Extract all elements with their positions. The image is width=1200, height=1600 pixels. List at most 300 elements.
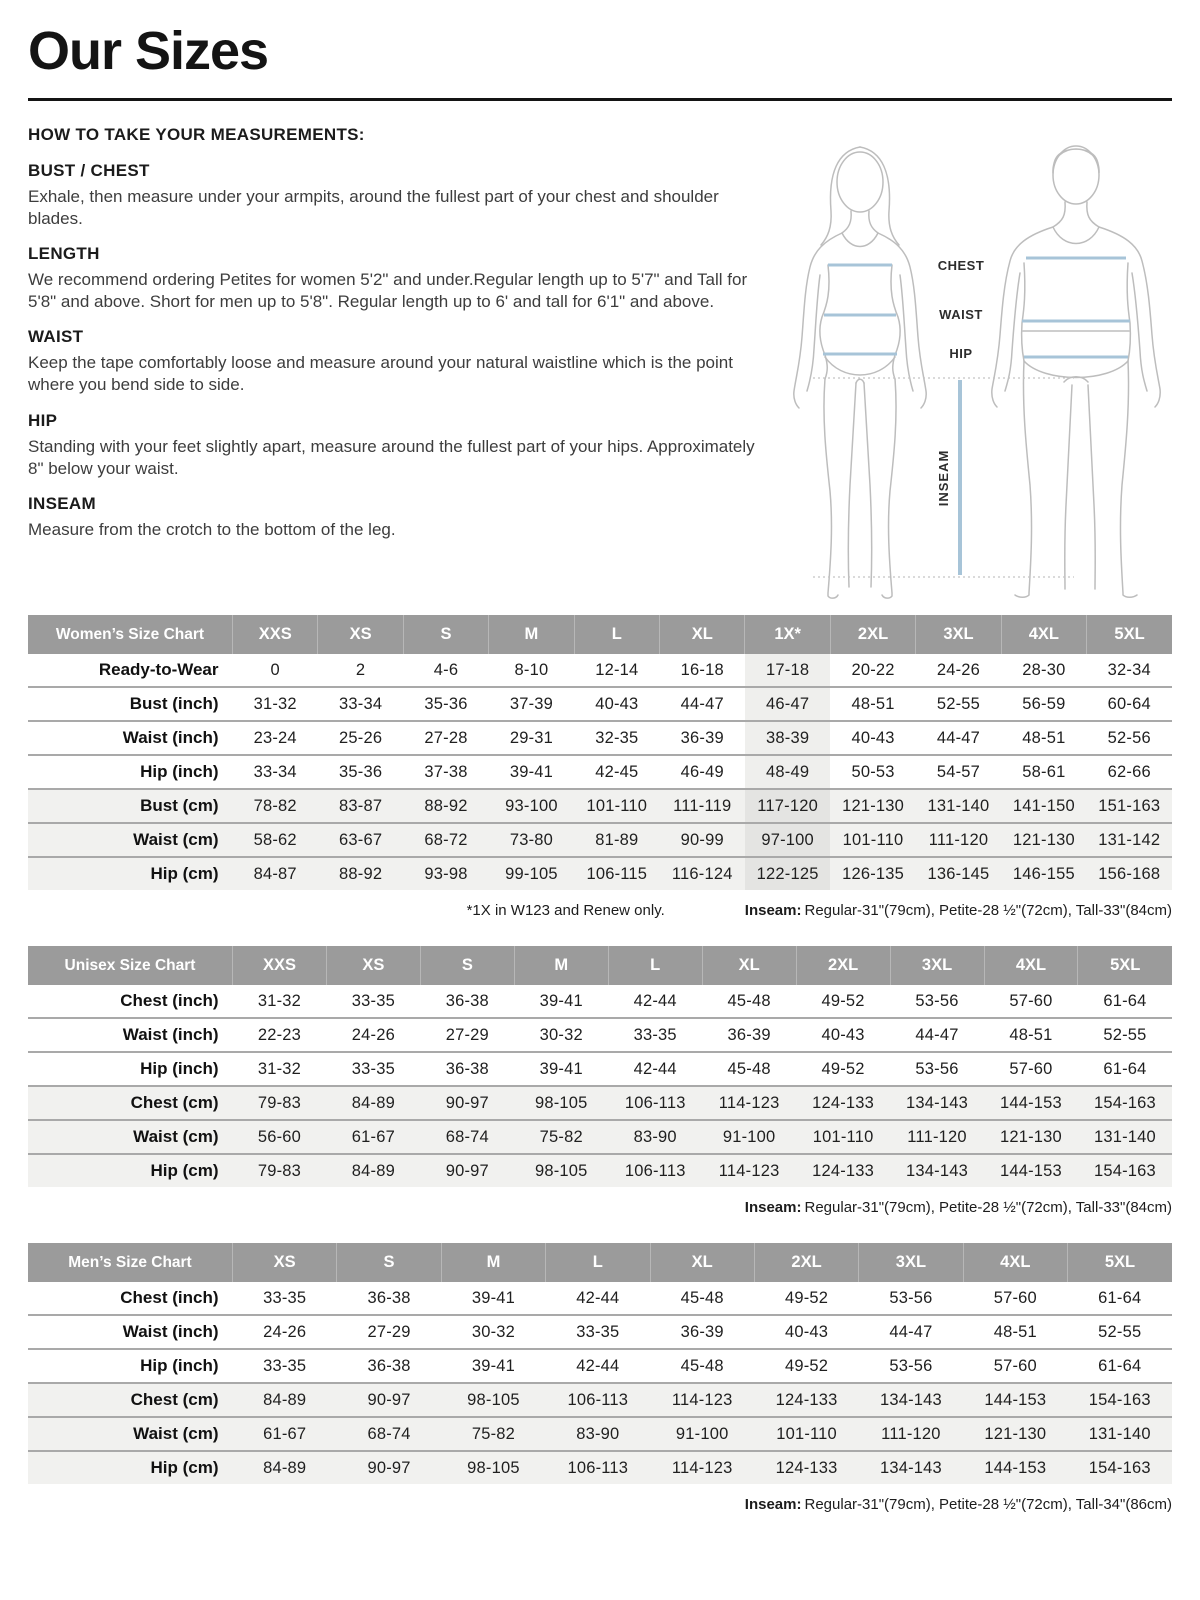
row-label: Chest (inch) [120, 1288, 219, 1307]
size-cell: 134-143 [906, 1093, 969, 1112]
size-cell: 48-51 [993, 1322, 1037, 1341]
size-cell: 39-41 [509, 762, 554, 781]
size-cell: 22-23 [257, 1025, 302, 1044]
size-cell: 0 [270, 660, 280, 679]
size-cell: 42-44 [633, 1059, 677, 1078]
size-cell: 106-113 [567, 1390, 629, 1409]
size-cell: 121-130 [984, 1424, 1047, 1443]
measurement-section [28, 494, 768, 541]
row-label: Waist (cm) [133, 830, 219, 849]
size-cell: 141-150 [1012, 796, 1075, 815]
size-cell: 144-153 [999, 1093, 1062, 1112]
size-cell: 106-113 [624, 1161, 686, 1180]
size-cell: 33-35 [351, 991, 395, 1010]
row-label: Chest (cm) [130, 1390, 219, 1409]
size-cell: 84-89 [351, 1161, 395, 1180]
section-title: INSEAM [28, 493, 96, 513]
size-column-header: 4XL [963, 1243, 1067, 1282]
size-cell: 33-35 [576, 1322, 620, 1341]
size-cell: 84-89 [351, 1093, 395, 1112]
row-label: Hip (inch) [140, 1059, 219, 1078]
size-cell: 98-105 [467, 1458, 520, 1477]
section-body: We recommend ordering Petites for women 5'2" and under.Regular length up to 5'7" and Tall for 5'8" and above. Short for men up to 5'8". Regular length up to 6' and tall for 6'1" and above. [28, 270, 748, 312]
male-silhouette [992, 146, 1160, 597]
size-cell: 35-36 [424, 694, 468, 713]
size-cell: 35-36 [339, 762, 383, 781]
table-title: Men’s Size Chart [28, 1243, 233, 1282]
size-cell: 52-56 [1107, 728, 1151, 747]
size-cell: 114-123 [671, 1458, 733, 1477]
row-label: Ready-to-Wear [98, 660, 219, 679]
table-row [28, 721, 1172, 755]
size-column-header: 5XL [1087, 615, 1172, 654]
size-cell: 52-55 [936, 694, 981, 713]
size-cell: 83-87 [339, 796, 383, 815]
section-title: LENGTH [28, 244, 100, 264]
table-row [28, 1154, 1172, 1187]
size-cell: 23-24 [253, 728, 297, 747]
unisex-size-chart-section [28, 946, 1172, 1221]
size-cell: 40-43 [784, 1322, 829, 1341]
inseam-note [745, 1199, 1172, 1216]
size-column-header: S [337, 1243, 441, 1282]
size-column-header: L [546, 1243, 650, 1282]
size-cell: 33-35 [263, 1288, 307, 1307]
size-cell: 52-55 [1098, 1322, 1142, 1341]
row-label: Waist (inch) [122, 1025, 219, 1044]
size-cell: 53-56 [889, 1356, 933, 1375]
body-measurement-illustration [768, 125, 1172, 603]
size-cell: 101-110 [586, 796, 648, 815]
row-label: Hip (cm) [150, 1458, 219, 1477]
size-cell: 131-142 [1098, 830, 1161, 849]
size-cell: 57-60 [993, 1356, 1037, 1375]
size-cell: 97-100 [745, 823, 830, 857]
size-cell: 154-163 [1093, 1161, 1156, 1180]
size-cell: 42-44 [576, 1288, 620, 1307]
female-silhouette [794, 147, 926, 598]
size-cell: 56-59 [1022, 694, 1066, 713]
size-cell: 24-26 [936, 660, 981, 679]
size-cell: 124-133 [775, 1458, 838, 1477]
size-cell: 2 [355, 660, 366, 679]
size-cell: 79-83 [257, 1161, 302, 1180]
size-cell: 68-72 [424, 830, 468, 849]
size-cell: 121-130 [1012, 830, 1075, 849]
mens-size-chart-section [28, 1243, 1172, 1518]
size-cell: 48-51 [1009, 1025, 1053, 1044]
size-cell: 91-100 [675, 1424, 729, 1443]
size-cell: 56-60 [257, 1127, 302, 1146]
size-cell: 46-49 [680, 762, 724, 781]
size-cell: 24-26 [263, 1322, 307, 1341]
size-cell: 36-39 [680, 728, 724, 747]
size-cell: 16-18 [680, 660, 724, 679]
size-column-header: 5XL [1068, 1243, 1173, 1282]
section-title: WAIST [28, 327, 84, 347]
size-cell: 124-133 [812, 1161, 875, 1180]
section-body: Standing with your feet slightly apart, measure around the fullest part of your hips. Approximately 8" below your waist. [28, 436, 755, 478]
size-cell: 33-35 [351, 1059, 395, 1078]
size-cell: 88-92 [339, 864, 383, 883]
chest-label: CHEST [937, 258, 985, 273]
size-cell: 4-6 [433, 660, 459, 679]
row-label: Hip (inch) [140, 1356, 219, 1375]
size-cell: 33-35 [633, 1025, 677, 1044]
size-cell: 31-32 [257, 1059, 302, 1078]
table-row [28, 1383, 1172, 1417]
size-cell: 53-56 [915, 991, 959, 1010]
size-column-header: XXS [233, 946, 327, 985]
size-cell: 58-62 [253, 830, 297, 849]
table-title: Women’s Size Chart [28, 615, 233, 654]
size-cell: 20-22 [851, 660, 895, 679]
size-cell: 39-41 [471, 1356, 516, 1375]
size-cell: 36-38 [445, 1059, 489, 1078]
inseam-note-text: Regular-31"(79cm), Petite-28 ½"(72cm), Tall-33"(84cm) [804, 1199, 1172, 1216]
section-title: BUST / CHEST [28, 161, 150, 180]
size-cell: 88-92 [424, 796, 468, 815]
size-cell: 12-14 [595, 660, 639, 679]
size-cell: 17-18 [745, 654, 830, 687]
size-cell: 27-29 [367, 1322, 411, 1341]
mens-table-footnotes [28, 1496, 1172, 1518]
size-cell: 154-163 [1088, 1390, 1151, 1409]
size-cell: 90-97 [445, 1161, 489, 1180]
section-body: Measure from the crotch to the bottom of the leg. [28, 519, 396, 539]
size-cell: 134-143 [906, 1161, 969, 1180]
size-cell: 36-39 [727, 1025, 771, 1044]
inseam-note [745, 902, 1172, 919]
size-column-header: M [441, 1243, 545, 1282]
inseam-note-text: Regular-31"(79cm), Petite-28 ½"(72cm), Tall-33"(84cm) [804, 902, 1172, 919]
size-column-header: M [514, 946, 608, 985]
size-cell: 101-110 [776, 1424, 837, 1443]
size-column-header: 1X* [745, 615, 830, 654]
size-cell: 32-34 [1107, 660, 1151, 679]
waist-label: WAIST [939, 307, 983, 322]
womens-size-chart-section [28, 615, 1172, 924]
size-cell: 68-74 [367, 1424, 411, 1443]
size-cell: 122-125 [745, 857, 830, 890]
table-row [28, 789, 1172, 823]
page-title: Our Sizes [28, 21, 269, 81]
size-cell: 61-64 [1098, 1288, 1142, 1307]
size-column-header: S [403, 615, 488, 654]
size-cell: 131-140 [927, 796, 990, 815]
size-cell: 37-39 [509, 694, 554, 713]
size-cell: 114-123 [671, 1390, 733, 1409]
size-cell: 33-34 [253, 762, 297, 781]
size-cell: 144-153 [984, 1458, 1047, 1477]
size-cell: 36-38 [367, 1288, 411, 1307]
size-cell: 154-163 [1093, 1093, 1156, 1112]
size-column-header: 3XL [890, 946, 984, 985]
table-row [28, 857, 1172, 890]
size-cell: 114-123 [718, 1093, 780, 1112]
section-body: Exhale, then measure under your armpits, around the fullest part of your chest and shoulder blades. [28, 187, 719, 229]
size-cell: 111-120 [907, 1127, 967, 1146]
inseam-note-label: Inseam: [744, 1199, 802, 1216]
size-column-header: XS [233, 1243, 337, 1282]
size-cell: 101-110 [842, 830, 904, 849]
size-column-header: XS [318, 615, 403, 654]
instructions-heading: HOW TO TAKE YOUR MEASUREMENTS: [28, 125, 365, 144]
size-cell: 39-41 [539, 991, 583, 1010]
size-column-header: XL [702, 946, 796, 985]
size-cell: 53-56 [889, 1288, 933, 1307]
row-label: Bust (cm) [140, 796, 219, 815]
table-row [28, 1052, 1172, 1086]
size-cell: 60-64 [1107, 694, 1151, 713]
size-cell: 83-90 [633, 1127, 677, 1146]
size-cell: 36-38 [367, 1356, 411, 1375]
size-cell: 73-80 [509, 830, 554, 849]
size-cell: 8-10 [514, 660, 549, 679]
size-cell: 124-133 [775, 1390, 838, 1409]
size-column-header: 4XL [1001, 615, 1086, 654]
size-cell: 62-66 [1107, 762, 1151, 781]
size-column-header: 2XL [754, 1243, 858, 1282]
size-cell: 84-87 [253, 864, 297, 883]
unisex-table-footnotes [28, 1199, 1172, 1221]
measurement-sections [28, 161, 768, 541]
size-cell: 58-61 [1022, 762, 1066, 781]
size-cell: 53-56 [915, 1059, 959, 1078]
table-row [28, 1349, 1172, 1383]
table-row [28, 1018, 1172, 1052]
size-column-header: XS [326, 946, 420, 985]
size-cell: 78-82 [253, 796, 297, 815]
size-cell: 98-105 [467, 1390, 520, 1409]
size-cell: 93-100 [505, 796, 558, 815]
size-cell: 131-140 [1088, 1424, 1151, 1443]
size-cell: 36-38 [445, 991, 489, 1010]
size-cell: 49-52 [784, 1356, 829, 1375]
size-column-header: L [574, 615, 659, 654]
table-row [28, 1417, 1172, 1451]
size-cell: 32-35 [595, 728, 639, 747]
size-cell: 98-105 [534, 1161, 588, 1180]
table-row [28, 654, 1172, 687]
womens-size-chart-table [28, 615, 1172, 890]
table-row [28, 985, 1172, 1018]
size-cell: 40-43 [595, 694, 639, 713]
size-cell: 31-32 [253, 694, 297, 713]
section-title: HIP [28, 410, 58, 430]
size-column-header: XL [650, 1243, 754, 1282]
size-cell: 61-67 [263, 1424, 307, 1443]
size-cell: 42-44 [633, 991, 677, 1010]
size-column-header: L [608, 946, 702, 985]
size-cell: 111-120 [928, 830, 989, 849]
table-row [28, 1086, 1172, 1120]
size-cell: 52-55 [1103, 1025, 1147, 1044]
size-cell: 124-133 [812, 1093, 875, 1112]
size-cell: 151-163 [1098, 796, 1161, 815]
size-cell: 57-60 [1009, 1059, 1053, 1078]
size-cell: 28-30 [1022, 660, 1066, 679]
size-cell: 57-60 [993, 1288, 1037, 1307]
row-label: Hip (cm) [150, 1161, 219, 1180]
size-cell: 33-34 [339, 694, 383, 713]
title-divider [28, 98, 1172, 101]
size-cell: 29-31 [509, 728, 554, 747]
size-cell: 84-89 [263, 1458, 307, 1477]
size-cell: 121-130 [842, 796, 905, 815]
table-row [28, 687, 1172, 721]
hip-label: HIP [949, 346, 973, 361]
size-cell: 84-89 [263, 1390, 307, 1409]
size-cell: 36-39 [680, 1322, 724, 1341]
size-cell: 154-163 [1088, 1458, 1151, 1477]
size-cell: 106-113 [624, 1093, 686, 1112]
size-cell: 99-105 [505, 864, 558, 883]
row-label: Chest (inch) [120, 991, 219, 1010]
size-cell: 136-145 [927, 864, 990, 883]
size-cell: 54-57 [936, 762, 981, 781]
size-cell: 116-124 [671, 864, 733, 883]
size-cell: 33-35 [263, 1356, 307, 1375]
size-column-header: 4XL [984, 946, 1078, 985]
size-cell: 30-32 [471, 1322, 516, 1341]
row-label: Waist (cm) [133, 1424, 219, 1443]
row-label: Waist (cm) [133, 1127, 219, 1146]
size-column-header: 3XL [859, 1243, 963, 1282]
size-cell: 48-51 [1022, 728, 1066, 747]
size-cell: 46-47 [745, 687, 830, 721]
size-cell: 37-38 [424, 762, 468, 781]
size-cell: 27-28 [424, 728, 468, 747]
size-cell: 101-110 [812, 1127, 874, 1146]
size-cell: 45-48 [680, 1288, 724, 1307]
measurement-section [28, 161, 768, 230]
table-title: Unisex Size Chart [28, 946, 233, 985]
row-label: Waist (inch) [122, 1322, 219, 1341]
size-cell: 79-83 [257, 1093, 302, 1112]
size-cell: 27-29 [445, 1025, 489, 1044]
size-cell: 48-51 [851, 694, 895, 713]
size-cell: 144-153 [984, 1390, 1047, 1409]
size-column-header: XL [660, 615, 745, 654]
size-cell: 45-48 [680, 1356, 724, 1375]
size-cell: 146-155 [1012, 864, 1075, 883]
table-row [28, 755, 1172, 789]
inseam-label: INSEAM [936, 449, 951, 507]
table-row [28, 1315, 1172, 1349]
inseam-note-text: Regular-31"(79cm), Petite-28 ½"(72cm), Tall-34"(86cm) [804, 1496, 1172, 1513]
size-cell: 131-140 [1093, 1127, 1156, 1146]
size-column-header: 5XL [1078, 946, 1172, 985]
measurement-section [28, 327, 768, 396]
size-cell: 90-99 [680, 830, 724, 849]
size-cell: 45-48 [727, 991, 771, 1010]
row-label: Chest (cm) [130, 1093, 219, 1112]
row-label: Bust (inch) [129, 694, 219, 713]
size-cell: 50-53 [851, 762, 895, 781]
measurement-diagram [768, 125, 1172, 603]
measurement-section [28, 411, 768, 480]
size-cell: 90-97 [367, 1390, 411, 1409]
measurement-section [28, 244, 768, 313]
size-cell: 126-135 [842, 864, 905, 883]
size-cell: 42-44 [576, 1356, 620, 1375]
size-cell: 83-90 [576, 1424, 620, 1443]
size-cell: 68-74 [445, 1127, 489, 1146]
measurement-instructions [28, 125, 768, 603]
row-label: Hip (inch) [140, 762, 219, 781]
size-cell: 75-82 [471, 1424, 516, 1443]
size-cell: 40-43 [851, 728, 895, 747]
measure-lines [823, 258, 1130, 575]
size-cell: 61-64 [1103, 1059, 1147, 1078]
size-cell: 106-113 [567, 1458, 629, 1477]
size-cell: 90-97 [367, 1458, 411, 1477]
size-cell: 40-43 [821, 1025, 865, 1044]
size-cell: 93-98 [424, 864, 468, 883]
size-cell: 30-32 [539, 1025, 583, 1044]
size-column-header: XXS [233, 615, 318, 654]
size-column-header: M [489, 615, 574, 654]
one-x-footnote: *1X in W123 and Renew only. [466, 902, 665, 919]
size-cell: 156-168 [1098, 864, 1161, 883]
size-cell: 134-143 [879, 1458, 942, 1477]
womens-table-footnotes [28, 902, 1172, 924]
row-label: Waist (inch) [122, 728, 219, 747]
size-cell: 90-97 [445, 1093, 489, 1112]
size-cell: 44-47 [936, 728, 981, 747]
size-cell: 63-67 [339, 830, 383, 849]
size-cell: 24-26 [351, 1025, 395, 1044]
size-column-header: 2XL [830, 615, 915, 654]
section-body: Keep the tape comfortably loose and measure around your natural waistline which is the point where you bend side to side. [28, 353, 733, 395]
size-cell: 44-47 [915, 1025, 959, 1044]
size-cell: 39-41 [471, 1288, 516, 1307]
size-cell: 117-120 [745, 789, 830, 823]
size-cell: 57-60 [1009, 991, 1053, 1010]
size-cell: 31-32 [257, 991, 302, 1010]
table-row [28, 1451, 1172, 1484]
size-cell: 61-67 [351, 1127, 395, 1146]
size-cell: 144-153 [999, 1161, 1062, 1180]
size-cell: 61-64 [1103, 991, 1147, 1010]
size-cell: 44-47 [680, 694, 724, 713]
size-cell: 48-49 [745, 755, 830, 789]
inseam-note-label: Inseam: [744, 902, 802, 919]
intro-section [28, 125, 1172, 603]
size-cell: 49-52 [821, 991, 865, 1010]
size-column-header: 2XL [796, 946, 890, 985]
size-cell: 38-39 [745, 721, 830, 755]
unisex-size-chart-table [28, 946, 1172, 1187]
size-cell: 49-52 [821, 1059, 865, 1078]
size-cell: 45-48 [727, 1059, 771, 1078]
row-label: Hip (cm) [150, 864, 219, 883]
size-cell: 39-41 [539, 1059, 583, 1078]
size-column-header: 3XL [916, 615, 1001, 654]
table-row [28, 1120, 1172, 1154]
inseam-note [745, 1496, 1172, 1513]
mens-size-chart-table [28, 1243, 1172, 1484]
size-cell: 81-89 [595, 830, 639, 849]
table-row [28, 823, 1172, 857]
size-cell: 106-115 [586, 864, 648, 883]
size-cell: 91-100 [722, 1127, 776, 1146]
size-cell: 134-143 [879, 1390, 942, 1409]
size-cell: 111-120 [881, 1424, 941, 1443]
table-row [28, 1282, 1172, 1315]
size-cell: 114-123 [718, 1161, 780, 1180]
